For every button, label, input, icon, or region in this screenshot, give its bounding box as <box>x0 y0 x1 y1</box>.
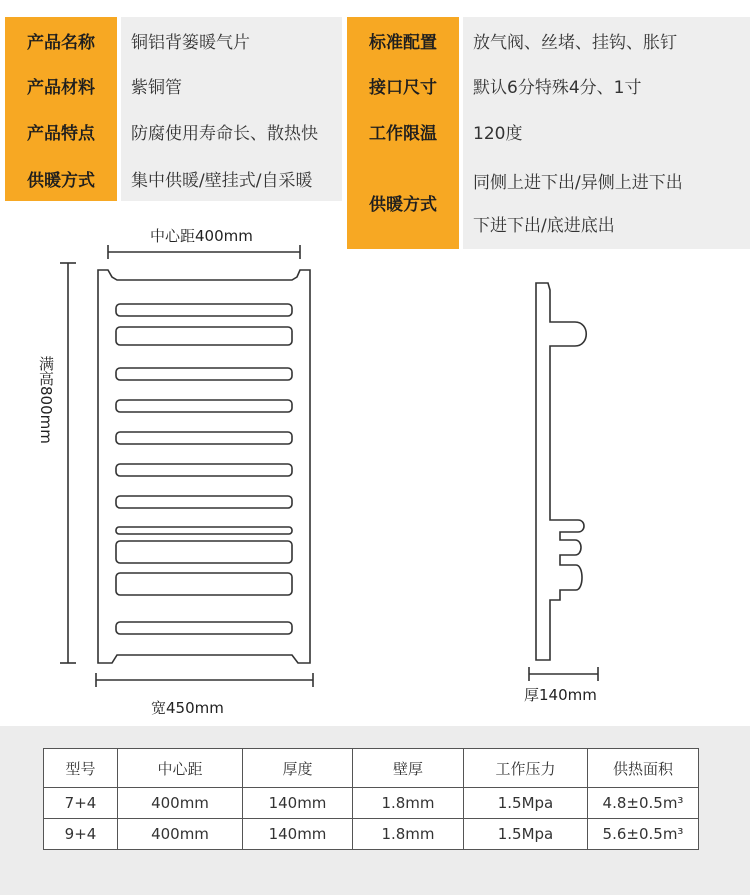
header-wall-thickness: 壁厚 <box>353 749 464 788</box>
value-product-features: 防腐使用寿命长、散热快 <box>121 108 342 155</box>
header-heating-area: 供热面积 <box>588 749 699 788</box>
header-center-distance: 中心距 <box>118 749 243 788</box>
dim-width: 宽450mm <box>151 699 224 717</box>
header-thickness: 厚度 <box>243 749 353 788</box>
cell-center-distance: 400mm <box>118 788 243 819</box>
cell-model: 9+4 <box>44 819 118 850</box>
label-heating-method-left: 供暖方式 <box>5 155 117 201</box>
dim-height: 满高800mm <box>37 356 55 444</box>
value-product-material: 紫铜管 <box>121 63 342 108</box>
cell-thickness: 140mm <box>243 819 353 850</box>
cell-heating-area: 5.6±0.5m³ <box>588 819 699 850</box>
heating-method-line-1: 同侧上进下出/异侧上进下出 <box>473 173 683 193</box>
table-header-row <box>44 749 699 788</box>
label-heating-method-right: 供暖方式 <box>347 155 459 249</box>
header-working-pressure: 工作压力 <box>464 749 588 788</box>
label-product-material: 产品材料 <box>5 63 117 108</box>
header-model: 型号 <box>44 749 118 788</box>
value-product-name: 铜铝背篓暖气片 <box>121 17 342 63</box>
cell-model: 7+4 <box>44 788 118 819</box>
label-working-temp: 工作限温 <box>347 108 459 155</box>
dim-thickness: 厚140mm <box>524 686 597 704</box>
cell-center-distance: 400mm <box>118 819 243 850</box>
value-working-temp: 120度 <box>463 108 750 155</box>
cell-thickness: 140mm <box>243 788 353 819</box>
dim-center-distance: 中心距400mm <box>150 227 253 245</box>
heating-method-line-2: 下进下出/底进底出 <box>473 216 615 236</box>
spec-table <box>43 748 699 850</box>
label-product-features: 产品特点 <box>5 108 117 155</box>
label-interface-size: 接口尺寸 <box>347 63 459 108</box>
table-row <box>44 819 699 850</box>
value-heating-method-left: 集中供暖/壁挂式/自采暖 <box>121 155 342 201</box>
table-row <box>44 788 699 819</box>
cell-wall-thickness: 1.8mm <box>353 819 464 850</box>
cell-working-pressure: 1.5Mpa <box>464 788 588 819</box>
cell-wall-thickness: 1.8mm <box>353 788 464 819</box>
label-standard-config: 标准配置 <box>347 17 459 63</box>
label-product-name: 产品名称 <box>5 17 117 63</box>
value-standard-config: 放气阀、丝堵、挂钩、胀钉 <box>463 17 750 63</box>
value-interface-size: 默认6分特殊4分、1寸 <box>463 63 750 108</box>
cell-heating-area: 4.8±0.5m³ <box>588 788 699 819</box>
cell-working-pressure: 1.5Mpa <box>464 819 588 850</box>
